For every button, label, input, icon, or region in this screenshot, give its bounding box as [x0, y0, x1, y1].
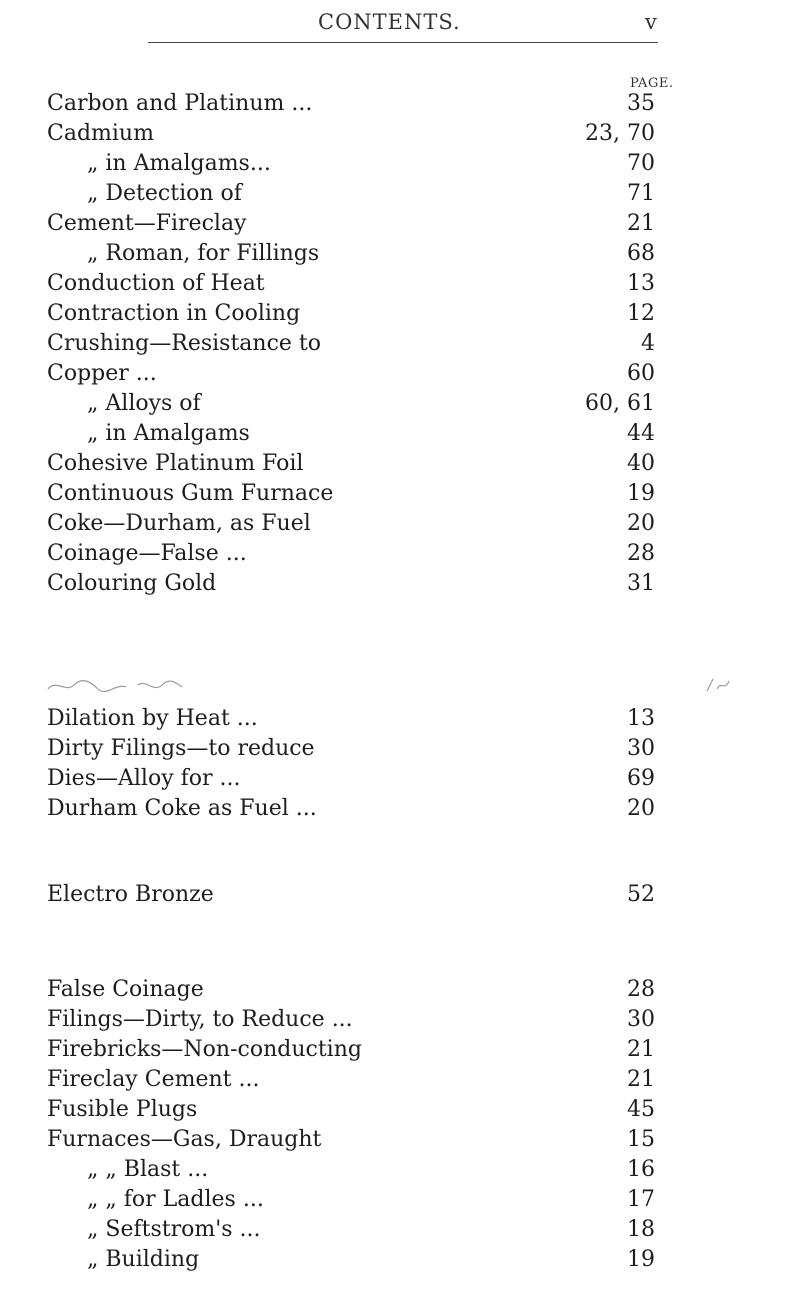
- entry-row: [0, 1005, 801, 1035]
- entry-label: Crushing—Resistance to: [47, 331, 322, 356]
- entry-row: [0, 209, 801, 239]
- pencil-annotation-icon: [46, 675, 186, 697]
- entry-page: 4: [641, 331, 655, 356]
- entry-label: Filings—Dirty, to Reduce ...: [47, 1007, 353, 1032]
- entry-label: Fusible Plugs: [47, 1097, 198, 1122]
- entry-page: 30: [627, 736, 655, 761]
- entry-label: Furnaces—Gas, Draught: [47, 1127, 322, 1152]
- entry-row: [0, 539, 801, 569]
- entry-row: [0, 329, 801, 359]
- entry-row: [0, 119, 801, 149]
- entry-page: 28: [627, 977, 655, 1002]
- entry-row: [0, 1125, 801, 1155]
- entry-label: Durham Coke as Fuel ...: [47, 796, 317, 821]
- entry-page: 13: [627, 706, 655, 731]
- entry-row: [0, 1155, 801, 1185]
- header-rule: [148, 42, 658, 43]
- entry-page: 68: [627, 241, 655, 266]
- entry-label: Fireclay Cement ...: [47, 1067, 260, 1092]
- entry-page: 60: [627, 361, 655, 386]
- entry-label: „ in Amalgams: [87, 421, 250, 446]
- entry-row: [0, 269, 801, 299]
- entry-row: [0, 389, 801, 419]
- entry-page: 20: [627, 796, 655, 821]
- entry-row: [0, 239, 801, 269]
- entry-page: 28: [627, 541, 655, 566]
- entry-label: Firebricks—Non-conducting: [47, 1037, 362, 1062]
- entry-label: „ Seftstrom's ...: [87, 1217, 261, 1242]
- entry-label: Dilation by Heat ...: [47, 706, 258, 731]
- entry-page: 17: [627, 1187, 655, 1212]
- entry-label: Cadmium: [47, 121, 154, 146]
- entry-row: [0, 1065, 801, 1095]
- entry-label: Carbon and Platinum ...: [47, 91, 313, 116]
- page-header: [0, 8, 801, 38]
- entry-label: Conduction of Heat: [47, 271, 265, 296]
- entry-row: [0, 509, 801, 539]
- entry-label: „ „ for Ladles ...: [87, 1187, 264, 1212]
- entry-page: 21: [627, 1067, 655, 1092]
- page-title: CONTENTS.: [318, 10, 461, 34]
- entry-page: 31: [627, 571, 655, 596]
- entry-page: 44: [627, 421, 655, 446]
- entry-page: 20: [627, 511, 655, 536]
- entry-label: Continuous Gum Furnace: [47, 481, 334, 506]
- entry-label: Electro Bronze: [47, 882, 214, 907]
- entry-page: 40: [627, 451, 655, 476]
- page-column-label: PAGE.: [630, 76, 674, 91]
- entry-row: [0, 569, 801, 599]
- entry-label: „ Detection of: [87, 181, 242, 206]
- entry-label: Colouring Gold: [47, 571, 217, 596]
- entry-page: 69: [627, 766, 655, 791]
- entry-page: 23, 70: [585, 121, 655, 146]
- entry-page: 16: [627, 1157, 655, 1182]
- entry-page: 60, 61: [585, 391, 655, 416]
- entry-row: [0, 764, 801, 794]
- entry-row: [0, 1245, 801, 1275]
- entry-label: Dirty Filings—to reduce: [47, 736, 315, 761]
- entry-label: Coke—Durham, as Fuel: [47, 511, 311, 536]
- entry-row: [0, 794, 801, 824]
- entry-page: 12: [627, 301, 655, 326]
- entry-row: [0, 299, 801, 329]
- entry-page: 21: [627, 1037, 655, 1062]
- entry-row: [0, 479, 801, 509]
- entry-page: 18: [627, 1217, 655, 1242]
- entry-page: 52: [627, 882, 655, 907]
- entry-page: 21: [627, 211, 655, 236]
- entry-row: [0, 419, 801, 449]
- entry-label: Cement—Fireclay: [47, 211, 247, 236]
- entry-row: [0, 1095, 801, 1125]
- entry-row: [0, 1185, 801, 1215]
- entry-label: Contraction in Cooling: [47, 301, 301, 326]
- entry-row: [0, 880, 801, 910]
- entry-row: [0, 1215, 801, 1245]
- entry-row: [0, 975, 801, 1005]
- entry-row: [0, 359, 801, 389]
- entry-label: Coinage—False ...: [47, 541, 247, 566]
- page-number: v: [645, 10, 657, 34]
- entry-page: 35: [627, 91, 655, 116]
- entry-label: „ in Amalgams...: [87, 151, 271, 176]
- entry-page: 45: [627, 1097, 655, 1122]
- entry-label: „ Building: [87, 1247, 200, 1272]
- entry-page: 71: [627, 181, 655, 206]
- entry-row: [0, 1035, 801, 1065]
- entry-row: [0, 734, 801, 764]
- entry-row: [0, 89, 801, 119]
- entry-label: Copper ...: [47, 361, 157, 386]
- entry-page: 70: [627, 151, 655, 176]
- entry-page: 13: [627, 271, 655, 296]
- entry-label: Dies—Alloy for ...: [47, 766, 241, 791]
- entry-page: 19: [627, 481, 655, 506]
- entry-label: False Coinage: [47, 977, 204, 1002]
- entry-page: 19: [627, 1247, 655, 1272]
- entry-page: 15: [627, 1127, 655, 1152]
- entry-label: Cohesive Platinum Foil: [47, 451, 304, 476]
- entry-label: „ „ Blast ...: [87, 1157, 209, 1182]
- pencil-mark-icon: [703, 675, 733, 697]
- entry-label: „ Alloys of: [87, 391, 201, 416]
- entry-page: 30: [627, 1007, 655, 1032]
- entry-label: „ Roman, for Fillings: [87, 241, 320, 266]
- entry-row: [0, 704, 801, 734]
- entry-row: [0, 149, 801, 179]
- entry-row: [0, 449, 801, 479]
- entry-row: [0, 179, 801, 209]
